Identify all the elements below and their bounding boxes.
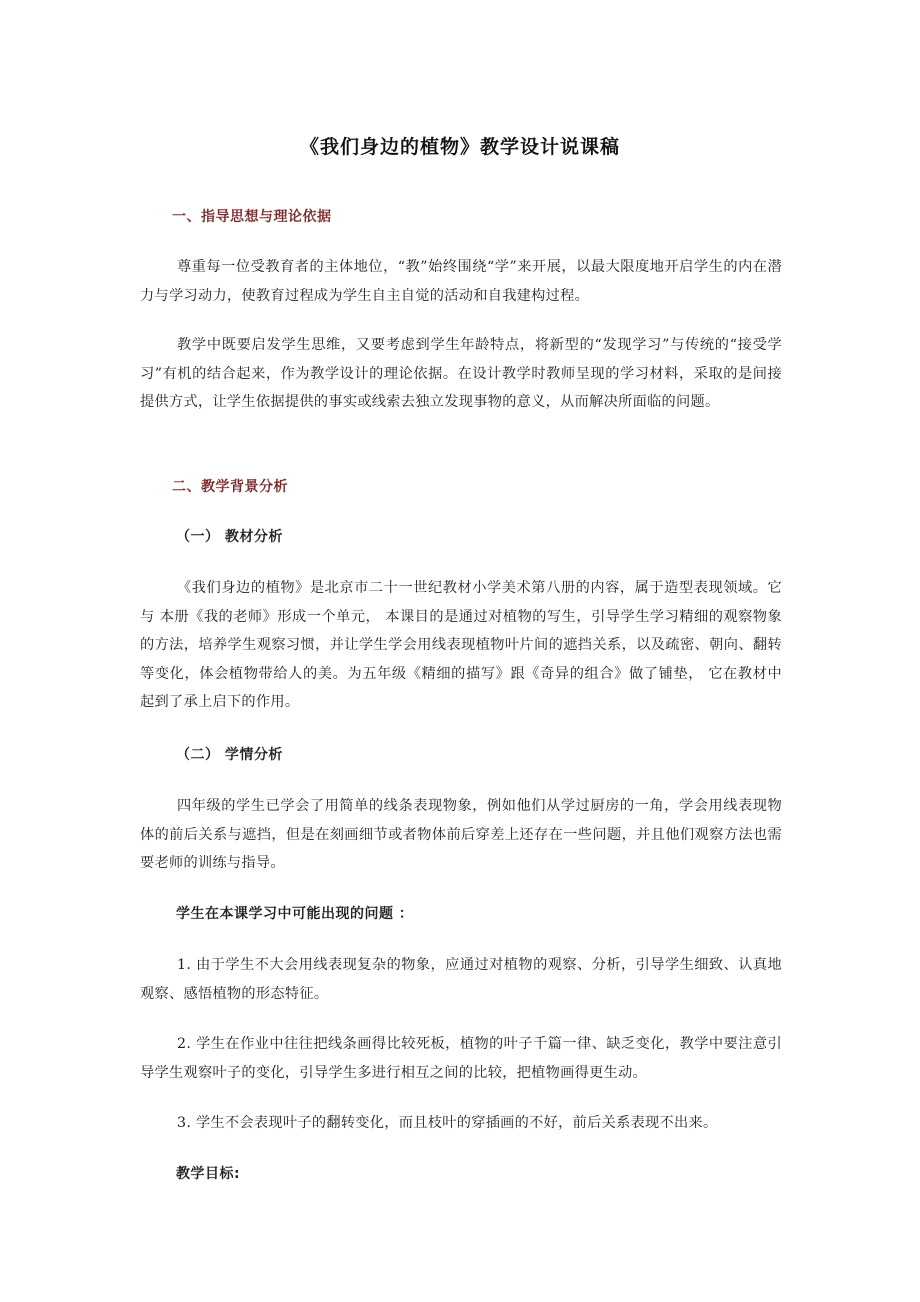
paragraph-student-analysis: 四年级的学生已学会了用简单的线条表现物象，例如他们从学过厨房的一角，学会用线表现物体的前后关系与遮挡，但是在刻画细节或者物体前后穿差上还存在一些问题，并且他们观察方法也需要老师的训练与指导。: [140, 798, 782, 871]
subheading-student-analysis: （二） 学情分析: [176, 747, 283, 763]
section-heading-background: 二、教学背景分析: [172, 479, 288, 495]
paragraph-material-analysis: 《我们身边的植物》是北京市二十一世纪教材小学美术第八册的内容，属于造型表现领域。它与 本册《我的老师》形成一个单元， 本课目的是通过对植物的写生，引导学生学习精细的观察物象的方法，培养学生观察习惯，并让学生学会用线表现植物叶片间的遮挡关系，以及疏密、朝向、翻转等变化，体会植物带给人的美。为五年级《精细的描写》跟《奇异的组合》做了铺垫， 它在教材中起到了承上启下的作用。: [140, 580, 782, 710]
paragraph-guiding-2: 教学中既要启发学生思维，又要考虑到学生年龄特点，将新型的“发现学习”与传统的“接受学习”有机的结合起来，作为教学设计的理论依据。在设计教学时教师呈现的学习材料，采取的是间接提供方式，让学生依据提供的事实或线索去独立发现事物的意义，从而解决所面临的问题。: [140, 337, 782, 410]
subheading-teaching-goals: 教学目标:: [176, 1166, 241, 1182]
subheading-material-analysis: （一） 教材分析: [176, 529, 283, 545]
problem-item-2: 2. 学生在作业中往往把线条画得比较死板，植物的叶子千篇一律、缺乏变化，教学中要注意引导学生观察叶子的变化，引导学生多进行相互之间的比较，把植物画得更生动。: [140, 1036, 782, 1081]
subheading-possible-problems: 学生在本课学习中可能出现的问题 ：: [176, 906, 414, 922]
problem-item-1: 1. 由于学生不大会用线表现复杂的物象，应通过对植物的观察、分析，引导学生细致、认真地观察、感悟植物的形态特征。: [140, 957, 782, 1002]
document-title: 《我们身边的植物》教学设计说课稿: [299, 136, 620, 158]
paragraph-guiding-1: 尊重每一位受教育者的主体地位，“教”始终围绕“学”来开展，以最大限度地开启学生的内在潜力与学习动力，使教育过程成为学生自主自觉的活动和自我建构过程。: [140, 259, 782, 304]
section-heading-guiding-ideas: 一、指导思想与理论依据: [172, 209, 332, 225]
problem-item-3: 3. 学生不会表现叶子的翻转变化，而且枝叶的穿插画的不好，前后关系表现不出来。: [177, 1115, 718, 1131]
